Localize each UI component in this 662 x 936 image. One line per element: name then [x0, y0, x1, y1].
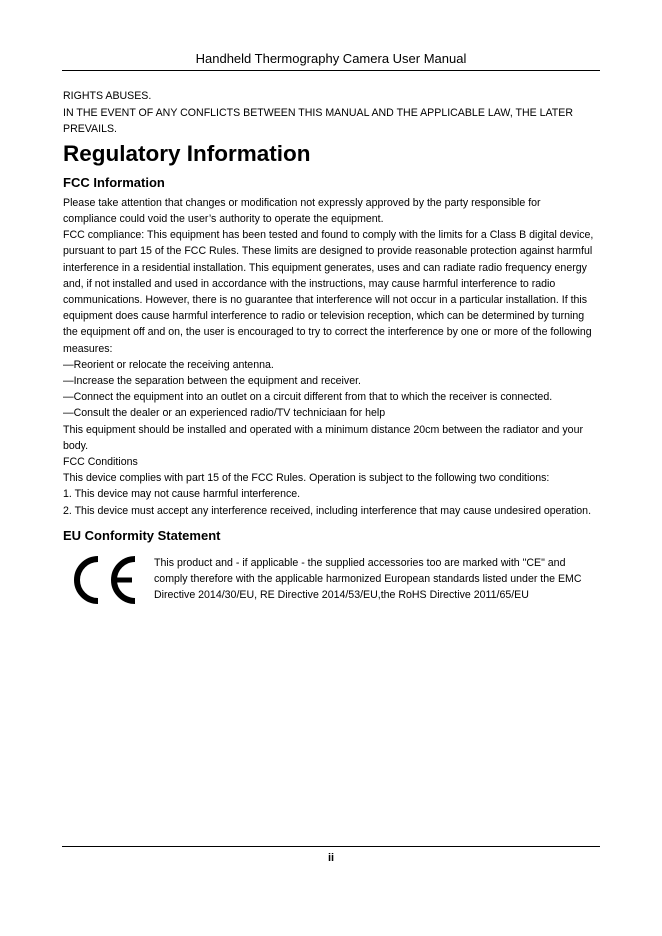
header-divider	[62, 70, 600, 71]
footer-divider	[62, 846, 600, 847]
fcc-paragraph: FCC compliance: This equipment has been tested and found to comply with the limits for a Class B digital device, pursuant to part 15 of the FCC Rules. These limits are designed to provide reasonable protection against harmful interference in a residential installation. This equipment generates, uses and can radiate radio frequency energy and, if not installed and used in accordance with the instructions, may cause harmful interference to radio communications. However, there is no guarantee that interference will not occur in a particular installation. If this equipment does cause harmful interference to radio or television reception, which can be determined by turning the equipment off and on, the user is encouraged to try to correct the interference by one or more of the following measures:	[63, 229, 594, 355]
fcc-paragraph: 2. This device must accept any interference received, including interference that may cause undesired operation.	[63, 504, 592, 517]
eu-statement: This product and - if applicable - the supplied accessories too are marked with "CE" and comply therefore with the applicable harmonized European standards listed under the EMC Directive 2014/30/EU, RE Directive 2014/53/EU,the RoHS Directive 2011/65/EU	[154, 556, 582, 602]
fcc-paragraph: This equipment should be installed and operated with a minimum distance 20cm between the radiator and your body.	[63, 423, 583, 452]
eu-heading: EU Conformity Statement	[63, 527, 221, 543]
eu-conformity-block	[63, 549, 597, 629]
fcc-paragraph: 1. This device may not cause harmful interference.	[63, 488, 301, 501]
fcc-paragraph: This device complies with part 15 of the FCC Rules. Operation is subject to the following two conditions:	[63, 472, 550, 485]
page-number: ii	[327, 852, 335, 864]
section-title: Regulatory Information	[63, 140, 311, 166]
page-header: Handheld Thermography Camera User Manual	[195, 51, 467, 66]
fcc-paragraph: FCC Conditions	[63, 456, 138, 469]
ce-mark-icon	[71, 553, 141, 607]
fcc-paragraph: —Connect the equipment into an outlet on a circuit different from that to which the receiver is connected.	[63, 391, 553, 404]
fcc-paragraph: —Consult the dealer or an experienced radio/TV techniciaan for help	[63, 407, 386, 420]
fcc-paragraph: —Increase the separation between the equipment and receiver.	[63, 375, 361, 388]
fcc-paragraph: Please take attention that changes or modification not expressly approved by the party responsible for compliance could void the user’s authority to operate the equipment.	[63, 196, 541, 225]
page-content	[63, 88, 597, 629]
fcc-heading: FCC Information	[63, 174, 165, 190]
fcc-body	[63, 195, 597, 519]
intro-line: RIGHTS ABUSES.	[63, 90, 152, 102]
fcc-paragraph: —Reorient or relocate the receiving antenna.	[63, 358, 274, 371]
intro-line: IN THE EVENT OF ANY CONFLICTS BETWEEN THIS MANUAL AND THE APPLICABLE LAW, THE LATER PREVAILS.	[63, 106, 573, 136]
